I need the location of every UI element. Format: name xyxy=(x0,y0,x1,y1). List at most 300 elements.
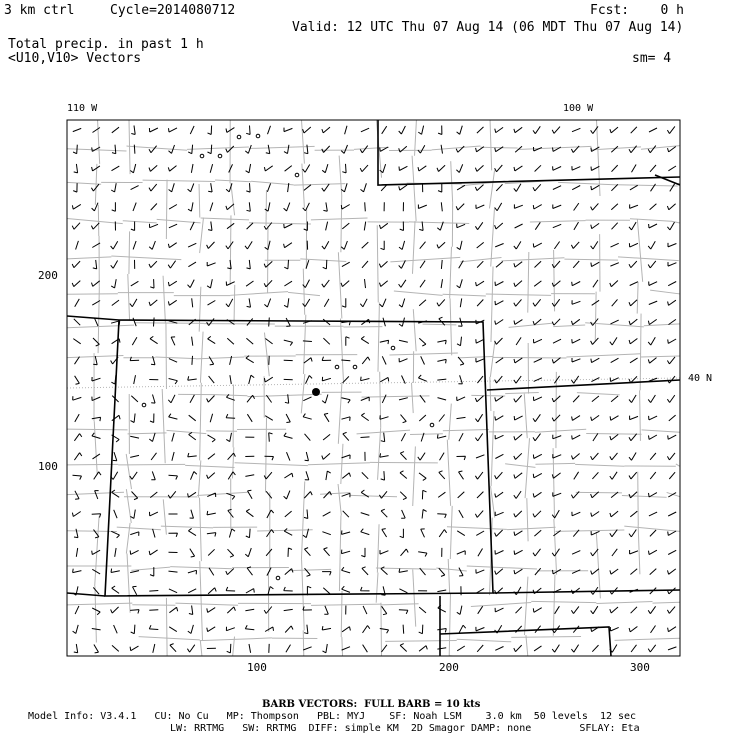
wind-barb xyxy=(74,453,81,460)
wind-barb xyxy=(131,126,135,135)
wind-barb xyxy=(515,224,523,228)
wind-barb xyxy=(591,569,599,575)
wind-barb xyxy=(649,224,657,228)
wind-barb xyxy=(668,339,676,343)
wind-barb xyxy=(207,396,215,403)
wind-barb xyxy=(149,300,157,306)
wind-barb xyxy=(382,529,387,537)
wind-barb xyxy=(399,610,408,614)
city-markers xyxy=(142,134,434,580)
wind-barb xyxy=(361,183,367,192)
wind-barb xyxy=(130,299,137,307)
wind-barb xyxy=(629,395,636,403)
wind-barb xyxy=(188,243,196,247)
wind-barb xyxy=(284,529,292,536)
wind-barb xyxy=(400,471,407,479)
wind-barb xyxy=(535,165,541,171)
wind-barb xyxy=(476,531,484,535)
wind-barb xyxy=(361,513,370,516)
wind-barb xyxy=(610,453,618,460)
wind-barb xyxy=(611,320,619,324)
wind-barb xyxy=(149,146,157,153)
wind-barb xyxy=(363,626,370,633)
wind-barb xyxy=(92,550,100,554)
wind-barb xyxy=(514,453,522,459)
wind-barb xyxy=(477,376,483,383)
wind-barb xyxy=(210,414,212,423)
wind-barb xyxy=(149,241,155,249)
wind-barb xyxy=(345,126,347,135)
wind-barb xyxy=(188,453,197,457)
wind-barb xyxy=(92,433,101,439)
wind-barb xyxy=(75,414,79,422)
wind-barb xyxy=(475,511,483,518)
wind-barb xyxy=(285,626,293,633)
wind-barb xyxy=(72,223,80,230)
wind-barb xyxy=(284,145,289,154)
wind-barb xyxy=(495,301,503,305)
wind-barb xyxy=(593,433,598,441)
wind-barb xyxy=(130,571,139,573)
wind-barb xyxy=(610,511,618,517)
wind-barb xyxy=(650,204,657,210)
wind-barb xyxy=(111,261,118,269)
wind-barb xyxy=(341,241,347,249)
wind-barb xyxy=(113,452,117,461)
smoothing-label: sm= 4 xyxy=(632,51,672,66)
wind-barb xyxy=(324,606,328,615)
wind-barb xyxy=(421,356,425,364)
wind-barb xyxy=(437,379,446,380)
wind-barb xyxy=(379,491,387,498)
wind-barb xyxy=(459,510,463,518)
wind-barb xyxy=(284,224,292,228)
wind-barb xyxy=(457,606,462,615)
wind-barb xyxy=(495,435,503,439)
wind-barb xyxy=(458,375,462,384)
lat-label-40n: 40 N xyxy=(688,373,713,384)
wind-barb xyxy=(133,203,136,211)
wind-barb xyxy=(192,337,193,346)
wind-barb xyxy=(188,570,197,574)
wind-barb xyxy=(421,529,425,537)
wind-barb xyxy=(514,473,522,479)
wind-barb xyxy=(304,510,308,519)
wind-barb xyxy=(92,608,100,615)
barb-legend: BARB VECTORS: FULL BARB = 10 kts xyxy=(262,699,481,710)
wind-barb xyxy=(112,300,119,305)
wind-barb xyxy=(74,529,78,538)
wind-barb xyxy=(131,186,139,190)
wind-barb xyxy=(304,492,312,499)
wind-barb xyxy=(130,610,139,614)
wind-barb xyxy=(208,336,216,343)
wind-barb xyxy=(322,626,331,630)
wind-barb xyxy=(610,434,618,440)
wind-barb xyxy=(419,300,426,306)
wind-barb xyxy=(246,281,253,286)
lon-label-100w: 100 W xyxy=(563,103,594,114)
wind-barb xyxy=(303,299,310,307)
wind-barb xyxy=(649,512,657,516)
wind-barb xyxy=(170,644,176,652)
wind-barb xyxy=(572,435,581,439)
wind-barb xyxy=(131,625,135,634)
wind-barb xyxy=(552,281,560,287)
wind-barb xyxy=(169,379,178,385)
wind-barb xyxy=(151,204,157,211)
wind-barb xyxy=(322,357,331,361)
wind-barb xyxy=(112,490,120,497)
wind-barb xyxy=(514,645,522,652)
wind-barb xyxy=(650,530,656,536)
colorado-border xyxy=(105,320,493,596)
wind-barb xyxy=(172,452,174,461)
wind-barb xyxy=(381,241,385,250)
wind-barb xyxy=(73,339,80,344)
wind-barb xyxy=(399,398,408,400)
wind-barb xyxy=(75,299,80,307)
wind-barb xyxy=(592,645,598,652)
wind-barb xyxy=(475,222,482,229)
wind-barb xyxy=(286,645,291,653)
wind-barb xyxy=(457,417,466,418)
wind-barb xyxy=(437,299,445,306)
wind-barb xyxy=(363,606,367,614)
wind-barb xyxy=(247,223,253,229)
wind-barb xyxy=(535,261,542,267)
wind-barb xyxy=(342,417,351,421)
wind-barbs xyxy=(72,126,676,653)
wind-barb xyxy=(169,475,178,479)
wind-barb xyxy=(574,222,579,230)
wind-barb xyxy=(149,165,157,171)
wind-barb xyxy=(495,569,503,575)
wind-barb xyxy=(477,127,484,133)
wind-barb xyxy=(591,453,599,460)
wind-barb xyxy=(326,471,331,480)
wind-barb xyxy=(264,607,272,614)
wind-barb xyxy=(322,377,331,381)
wind-barb xyxy=(264,280,272,287)
wind-barb xyxy=(74,644,78,653)
wind-barb xyxy=(514,127,522,132)
wind-barb xyxy=(630,569,637,575)
wind-barb xyxy=(533,299,541,306)
wind-barb xyxy=(514,531,522,536)
wind-barb xyxy=(188,280,195,288)
wind-barb xyxy=(269,318,270,327)
wind-barb xyxy=(612,223,618,230)
wind-barb xyxy=(553,205,561,209)
wind-barb xyxy=(418,375,426,381)
wind-barb xyxy=(668,435,677,439)
wind-barb xyxy=(131,222,135,231)
wind-barb xyxy=(92,377,101,381)
wind-barb xyxy=(208,454,215,460)
wind-barb xyxy=(571,242,579,249)
wind-barb xyxy=(610,127,618,133)
wind-barb xyxy=(285,569,293,575)
wind-barb xyxy=(169,359,177,363)
wind-barb xyxy=(495,530,503,536)
wind-barb xyxy=(362,567,368,575)
wind-barb xyxy=(207,262,215,266)
wind-barb xyxy=(322,280,330,287)
wind-barb xyxy=(650,453,656,460)
wind-barb xyxy=(361,437,370,438)
wind-barb xyxy=(130,646,138,651)
wind-barb xyxy=(189,432,196,440)
wind-barb xyxy=(400,222,404,231)
wind-barb xyxy=(190,126,194,134)
wind-barb xyxy=(475,472,483,479)
wind-barb xyxy=(72,281,80,287)
wind-barb xyxy=(476,358,485,362)
wind-barb xyxy=(322,395,328,404)
wind-barb xyxy=(629,222,636,230)
wind-barb xyxy=(401,510,405,518)
wind-barb xyxy=(554,242,559,249)
wind-barb xyxy=(553,339,561,343)
wind-barb xyxy=(382,606,387,614)
wind-barb xyxy=(533,549,541,556)
wind-barb xyxy=(422,510,427,519)
wind-barb xyxy=(611,396,618,402)
wind-barb xyxy=(534,646,541,651)
wind-barb xyxy=(149,261,157,267)
wind-barb xyxy=(169,205,177,210)
wind-barb xyxy=(266,145,270,154)
wind-barb xyxy=(341,205,349,210)
wind-barb xyxy=(343,511,349,517)
wind-barb xyxy=(379,261,387,267)
wind-barb xyxy=(533,184,541,191)
wind-barb xyxy=(437,434,446,438)
wind-barb xyxy=(150,224,159,228)
wind-barb xyxy=(533,414,540,421)
wind-barb xyxy=(441,260,442,269)
wind-barb xyxy=(246,164,251,173)
wind-barb xyxy=(650,472,656,479)
wind-barb xyxy=(245,625,254,630)
wind-barb xyxy=(669,472,675,479)
wind-barb xyxy=(419,607,426,613)
wind-barb xyxy=(150,512,158,516)
wind-barb xyxy=(246,529,250,538)
wind-barb xyxy=(668,147,676,152)
wind-barb xyxy=(441,145,442,154)
wind-barb xyxy=(514,434,522,440)
wind-barb xyxy=(305,568,311,576)
wind-barb xyxy=(400,529,404,538)
wind-barb xyxy=(495,127,503,132)
wind-barb xyxy=(477,300,483,307)
wind-barb xyxy=(73,183,77,192)
wind-barb xyxy=(247,414,252,422)
wind-barb xyxy=(476,281,484,286)
wind-barb xyxy=(115,548,116,557)
wind-barb xyxy=(303,165,310,173)
wind-barb xyxy=(361,377,370,381)
wind-barb xyxy=(440,453,445,461)
wind-barb xyxy=(380,550,388,554)
wind-barb xyxy=(457,241,462,250)
wind-barb xyxy=(612,549,617,556)
wind-barb xyxy=(111,531,119,538)
wind-barb xyxy=(419,625,423,634)
wind-barb xyxy=(207,242,215,249)
wind-barb xyxy=(380,281,388,287)
wind-barb xyxy=(130,436,139,438)
wind-barb xyxy=(92,397,100,401)
wind-barb xyxy=(342,550,351,554)
wind-barb xyxy=(246,126,250,135)
wind-barb xyxy=(533,454,541,458)
wind-barb xyxy=(591,185,599,190)
wind-barb xyxy=(169,183,175,192)
wind-barb xyxy=(249,644,251,653)
wind-barb xyxy=(322,532,330,535)
wind-barb xyxy=(111,241,118,249)
wind-barb xyxy=(574,203,579,210)
wind-barb xyxy=(459,471,464,479)
wind-barb xyxy=(475,434,482,441)
wind-barb xyxy=(667,453,675,460)
wind-barb xyxy=(422,490,426,499)
wind-barb xyxy=(226,433,231,442)
wind-barb xyxy=(303,414,312,420)
wind-barb xyxy=(667,126,675,133)
wind-barb xyxy=(533,434,541,441)
wind-barb xyxy=(648,358,656,364)
wind-barb xyxy=(207,279,212,288)
wind-barb xyxy=(419,338,426,346)
wind-barb xyxy=(495,550,504,554)
wind-barb xyxy=(76,241,79,250)
wind-barb xyxy=(572,128,580,131)
wind-barb xyxy=(284,281,292,286)
wind-barb xyxy=(361,413,368,420)
wind-barb xyxy=(399,589,407,593)
wind-barb xyxy=(264,377,272,382)
wind-barb xyxy=(324,299,329,307)
wind-barb xyxy=(245,475,254,477)
wind-barb xyxy=(92,166,100,171)
wind-barb xyxy=(610,263,618,266)
wind-barb xyxy=(112,127,119,133)
wind-barb xyxy=(246,589,254,593)
wind-barb xyxy=(380,340,389,344)
wind-barb xyxy=(381,433,385,442)
wind-barb xyxy=(93,587,99,594)
model-info-line1: Model Info: V3.4.1 CU: No Cu MP: Thompson PBL: MYJ SF: Noah LSM 3.0 km 50 levels 12 sec xyxy=(28,711,637,722)
wind-barb xyxy=(573,261,579,268)
wind-barb xyxy=(284,473,292,478)
wind-barb xyxy=(629,243,638,247)
wind-barb xyxy=(495,454,503,458)
wind-barb xyxy=(668,262,676,266)
wind-barb xyxy=(210,203,213,212)
wind-barb xyxy=(168,243,176,248)
wind-barb xyxy=(381,509,387,517)
wind-barb xyxy=(459,568,463,576)
wind-barb xyxy=(226,204,234,210)
wind-barb xyxy=(611,184,617,190)
wind-barb xyxy=(439,530,446,537)
wind-barb xyxy=(572,339,580,343)
wind-barb xyxy=(75,376,80,384)
wind-barb xyxy=(457,126,463,135)
wind-barb xyxy=(552,299,560,306)
wind-barb xyxy=(495,416,503,421)
wind-barb xyxy=(475,185,483,191)
wind-barb xyxy=(514,281,522,287)
wind-barb xyxy=(571,645,578,653)
wind-barb xyxy=(153,529,155,538)
wind-barb xyxy=(496,262,503,268)
wind-barb xyxy=(437,590,446,592)
wind-barb xyxy=(342,647,350,650)
wind-barb xyxy=(365,279,366,288)
wind-barb xyxy=(246,338,253,344)
wind-barb xyxy=(112,415,120,420)
wind-barb xyxy=(322,241,329,249)
wind-barb xyxy=(207,533,216,537)
wind-barb xyxy=(246,356,254,363)
wind-barb xyxy=(364,222,365,231)
wind-barb xyxy=(591,203,599,210)
wind-barb xyxy=(132,492,138,500)
wind-barb xyxy=(516,607,522,613)
wind-barb xyxy=(266,491,272,498)
wind-barb xyxy=(572,166,580,170)
wind-barb xyxy=(457,397,465,401)
wind-barb xyxy=(268,126,271,134)
wind-barb xyxy=(303,341,312,342)
wind-barb xyxy=(574,472,579,480)
wind-barb xyxy=(591,512,599,517)
wind-barb xyxy=(360,299,367,307)
wind-barb xyxy=(514,569,522,574)
wind-barb xyxy=(477,261,483,267)
wind-barb xyxy=(572,512,580,516)
wind-barb xyxy=(322,127,330,133)
wind-barb xyxy=(267,183,270,191)
wind-barb xyxy=(457,646,465,651)
wind-barb xyxy=(552,127,560,134)
wind-barb xyxy=(95,491,99,499)
wind-barb xyxy=(226,569,234,575)
wind-barb xyxy=(629,300,637,306)
wind-barb xyxy=(419,222,423,231)
wind-barb xyxy=(629,434,637,441)
wind-barb xyxy=(131,281,139,286)
wind-barb xyxy=(495,396,503,401)
wind-barb xyxy=(610,416,618,421)
wind-barb xyxy=(323,319,330,325)
wind-barb xyxy=(591,223,599,228)
wind-barb xyxy=(514,491,521,498)
wind-barb xyxy=(650,569,657,575)
wind-barb xyxy=(668,531,676,535)
wind-barb xyxy=(72,512,80,517)
wind-barb xyxy=(361,587,370,591)
wind-barb xyxy=(111,607,119,613)
wind-barb xyxy=(190,510,194,519)
wind-barb xyxy=(226,587,235,591)
wind-barb xyxy=(323,588,330,594)
